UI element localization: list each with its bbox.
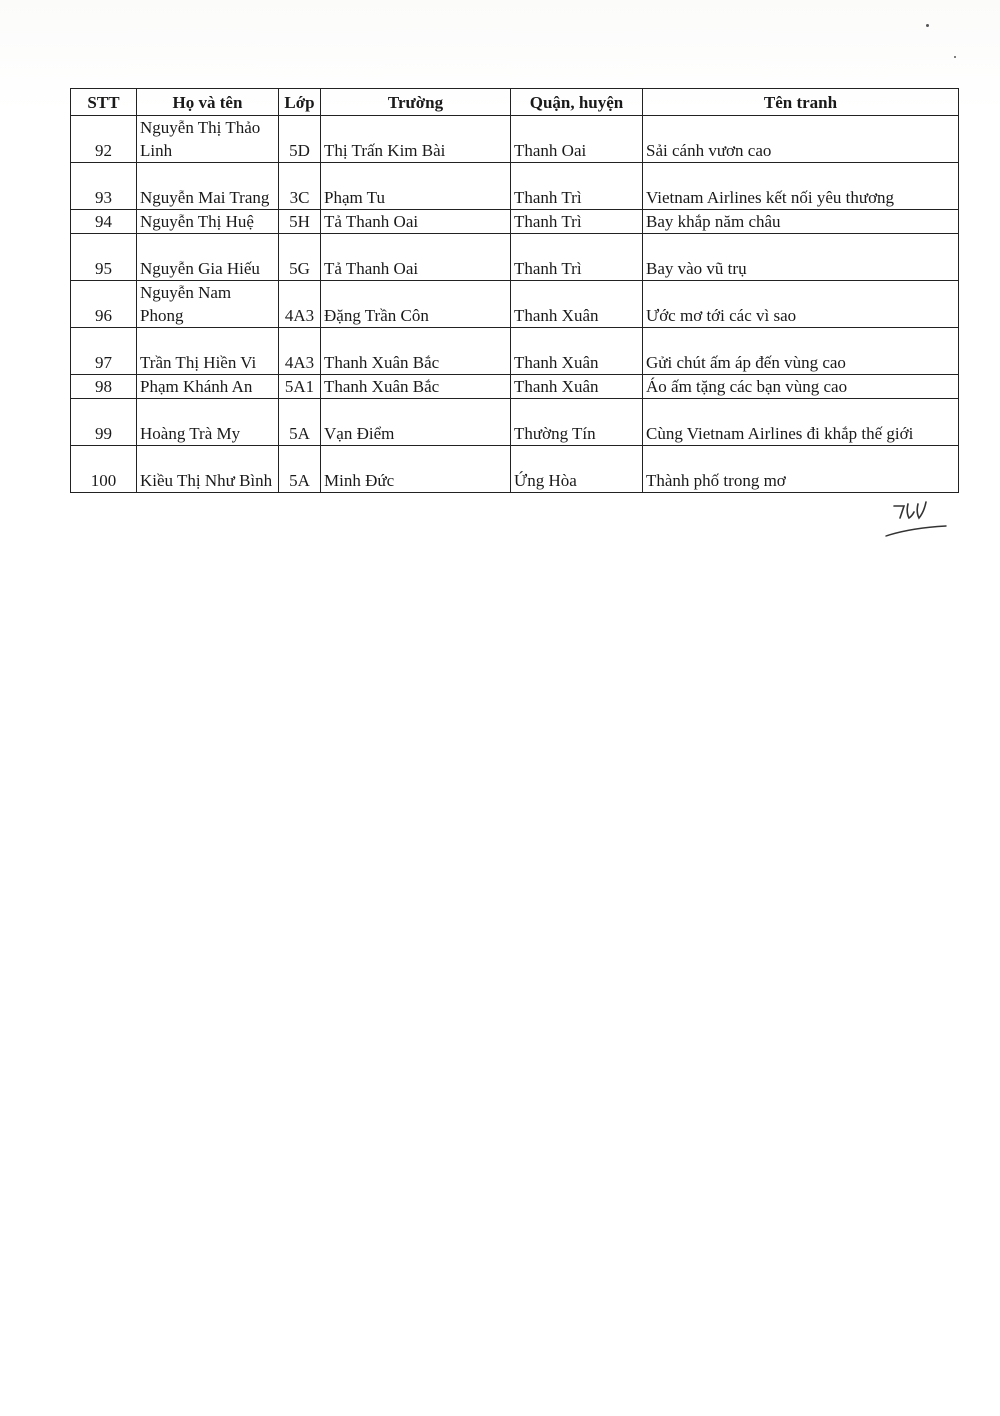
- cell-district: Thanh Xuân: [511, 328, 643, 375]
- cell-stt: 96: [71, 281, 137, 328]
- cell-district: Thường Tín: [511, 399, 643, 446]
- scan-speck: [954, 56, 956, 58]
- cell-district: Thanh Trì: [511, 234, 643, 281]
- cell-class: 5G: [279, 234, 321, 281]
- header-name: Họ và tên: [137, 89, 279, 116]
- cell-class: 4A3: [279, 328, 321, 375]
- header-stt: STT: [71, 89, 137, 116]
- cell-school: Đặng Trần Côn: [321, 281, 511, 328]
- cell-class: 5A: [279, 446, 321, 493]
- cell-district: Thanh Xuân: [511, 281, 643, 328]
- cell-stt: 95: [71, 234, 137, 281]
- cell-district: Thanh Xuân: [511, 375, 643, 399]
- cell-district: Ứng Hòa: [511, 446, 643, 493]
- awards-table: [70, 88, 959, 493]
- cell-title: Bay vào vũ trụ: [643, 234, 959, 281]
- cell-school: Tả Thanh Oai: [321, 210, 511, 234]
- header-class: Lớp: [279, 89, 321, 116]
- cell-stt: 99: [71, 399, 137, 446]
- cell-title: Thành phố trong mơ: [643, 446, 959, 493]
- table-row: [71, 234, 959, 281]
- cell-district: Thanh Trì: [511, 210, 643, 234]
- scan-speck: [926, 24, 929, 27]
- cell-stt: 94: [71, 210, 137, 234]
- cell-class: 5D: [279, 116, 321, 163]
- cell-stt: 98: [71, 375, 137, 399]
- cell-title: Ước mơ tới các vì sao: [643, 281, 959, 328]
- cell-name: Nguyễn Thị Huệ: [137, 210, 279, 234]
- cell-school: Minh Đức: [321, 446, 511, 493]
- cell-school: Thị Trấn Kim Bài: [321, 116, 511, 163]
- cell-school: Thanh Xuân Bắc: [321, 375, 511, 399]
- cell-school: Tả Thanh Oai: [321, 234, 511, 281]
- cell-title: Bay khắp năm châu: [643, 210, 959, 234]
- cell-school: Vạn Điểm: [321, 399, 511, 446]
- cell-name: Kiều Thị Như Bình: [137, 446, 279, 493]
- cell-district: Thanh Trì: [511, 163, 643, 210]
- cell-title: Vietnam Airlines kết nối yêu thương: [643, 163, 959, 210]
- cell-class: 5A: [279, 399, 321, 446]
- cell-title: Gửi chút ấm áp đến vùng cao: [643, 328, 959, 375]
- table-row: [71, 446, 959, 493]
- table-header-row: [71, 89, 959, 116]
- cell-district: Thanh Oai: [511, 116, 643, 163]
- header-school: Trường: [321, 89, 511, 116]
- cell-class: 4A3: [279, 281, 321, 328]
- header-district: Quận, huyện: [511, 89, 643, 116]
- table-row: [71, 399, 959, 446]
- cell-title: Cùng Vietnam Airlines đi khắp thế giới: [643, 399, 959, 446]
- cell-school: Phạm Tu: [321, 163, 511, 210]
- cell-class: 5A1: [279, 375, 321, 399]
- handwritten-initials-icon: [880, 498, 950, 546]
- header-title: Tên tranh: [643, 89, 959, 116]
- table-row: [71, 375, 959, 399]
- cell-school: Thanh Xuân Bắc: [321, 328, 511, 375]
- table-row: [71, 210, 959, 234]
- cell-stt: 97: [71, 328, 137, 375]
- table-row: [71, 116, 959, 163]
- cell-name: Nguyễn Mai Trang: [137, 163, 279, 210]
- cell-name: Hoàng Trà My: [137, 399, 279, 446]
- cell-name: Nguyễn Gia Hiếu: [137, 234, 279, 281]
- cell-class: 3C: [279, 163, 321, 210]
- cell-name: Nguyễn Thị Thảo Linh: [137, 116, 279, 163]
- table-row: [71, 281, 959, 328]
- cell-name: Trần Thị Hiền Vi: [137, 328, 279, 375]
- cell-stt: 93: [71, 163, 137, 210]
- cell-name: Nguyễn Nam Phong: [137, 281, 279, 328]
- cell-title: Áo ấm tặng các bạn vùng cao: [643, 375, 959, 399]
- cell-class: 5H: [279, 210, 321, 234]
- cell-stt: 100: [71, 446, 137, 493]
- cell-title: Sải cánh vươn cao: [643, 116, 959, 163]
- cell-name: Phạm Khánh An: [137, 375, 279, 399]
- cell-stt: 92: [71, 116, 137, 163]
- table-row: [71, 163, 959, 210]
- table-row: [71, 328, 959, 375]
